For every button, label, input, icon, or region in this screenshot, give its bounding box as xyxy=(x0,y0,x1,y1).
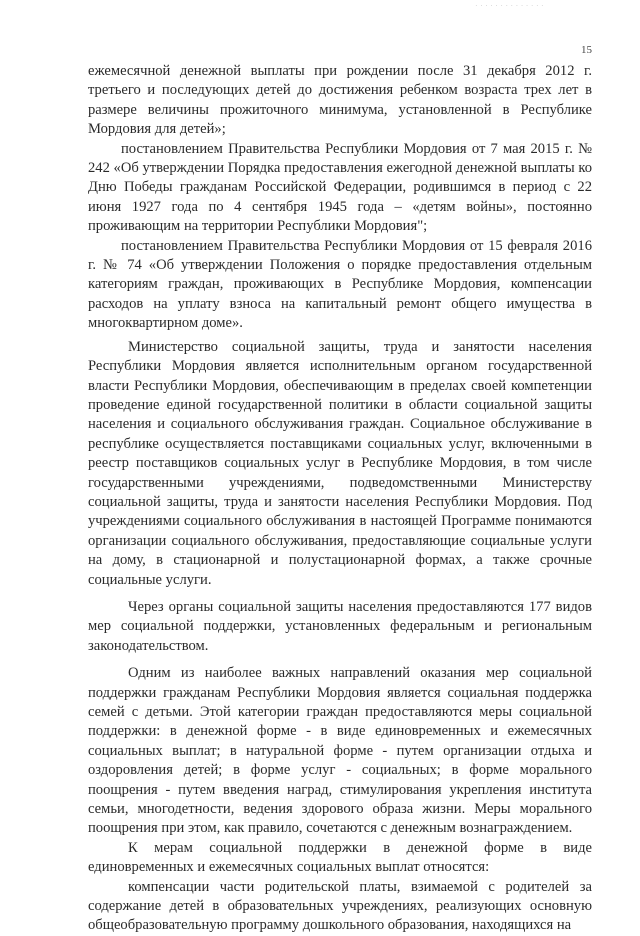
paragraph-ministry: Министерство социальной защиты, труда и занятости населения Республики Мордовия является исполнительным органом государственной власти Республики Мордовия, обеспечивающим в пределах своей компетенции проведение единой государственной политики в области социальной защиты населения и социального обслуживания граждан. Социальное обслуживание в республике осуществляется поставщиками социальных услуг, включенными в реестр поставщиков социальных услуг в Республике Мордовия, в том числе государственными учреждениями, подведомственными Министерству социальной защиты, труда и занятости населения Республики Мордовия. Под учреждениями социального обслуживания в настоящей Программе понимаются организации социального обслуживания, предоставляющие социальные услуги на дому, в стационарной и полустационарной формах, а также срочные социальные услуги. xyxy=(88,338,592,588)
paragraph-continuation: ежемесячной денежной выплаты при рождении после 31 декабря 2012 г. третьего и последующих детей до достижения ребенком возраста трех лет в размере величины прожиточного минимума, установленной в Республике Мордовия для детей»; xyxy=(88,63,592,138)
paragraph-resolution-74: постановлением Правительства Республики Мордовия от 15 февраля 2016 г. № 74 «Об утверждении Положения о порядке предоставления отдельным категориям граждан, проживающих в Республике Мордовия, компенсации расходов на уплату взноса на капитальный ремонт общего имущества в многоквартирном доме». xyxy=(88,237,592,332)
scan-artifact: · · · · · · · · · · · · · · xyxy=(475,2,544,10)
paragraph-cash-measures: К мерам социальной поддержки в денежной форме в виде единовременных и ежемесячных социальных выплат относятся: xyxy=(88,839,592,876)
document-body xyxy=(88,62,592,936)
paragraph-social-protection-bodies: Через органы социальной защиты населения предоставляются 177 видов мер социальной поддержки, установленных федеральным и региональным законодательством. xyxy=(88,598,592,654)
paragraph-resolution-242: постановлением Правительства Республики Мордовия от 7 мая 2015 г. № 242 «Об утверждении Порядка предоставления ежегодной денежной выплаты ко Дню Победы гражданам Российской Федерации, родившимся в период с 22 июня 1927 года по 4 сентября 1945 года – «детям войны», постоянно проживающим на территории Республики Мордовия"; xyxy=(88,140,592,235)
paragraph-compensation: компенсации части родительской платы, взимаемой с родителей за содержание детей в образовательных учреждениях, реализующих основную общеобразовательную программу дошкольного образования, находящихся на xyxy=(88,878,592,934)
page-number: 15 xyxy=(581,44,592,56)
paragraph-family-support: Одним из наиболее важных направлений оказания мер социальной поддержки гражданам Республики Мордовия является социальная поддержка семей с детьми. Этой категории граждан предоставляются меры социальной поддержки: в денежной форме - в виде единовременных и ежемесячных социальных выплат; в натуральной форме - путем организации отдыха и оздоровления детей; в форме услуг - социальных; в форме морального поощрения - путем введения наград, стимулирования укрепления института семьи, многодетности, ведения здорового образа жизни. Меры морального поощрения при этом, как правило, сочетаются с денежным вознаграждением. xyxy=(88,665,592,837)
